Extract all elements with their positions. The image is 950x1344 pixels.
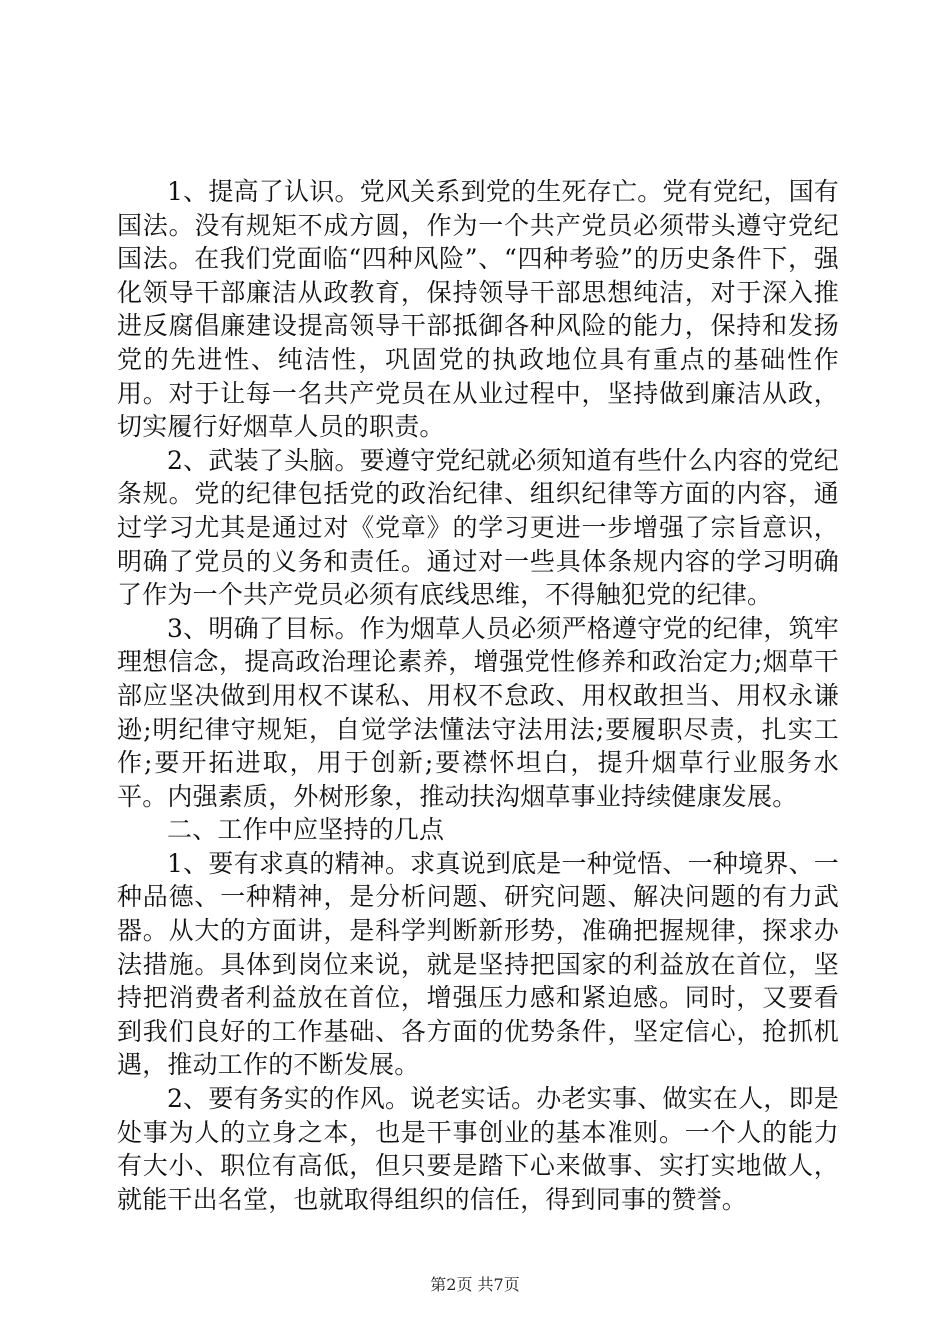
- paragraph-pragmatic-style: 2、要有务实的作风。说老实话。办老实事、做实在人，即是处事为人的立身之本，也是干事创业的基本准则。一个人的能力有大小、职位有高低，但只要是踏下心来做事、实打实地做人，就能干出名堂，也就取得组织的信任，得到同事的赞誉。: [117, 1084, 839, 1214]
- paragraph-clarify-goals: 3、明确了目标。作为烟草人员必须严格遵守党的纪律，筑牢理想信念，提高政治理论素养，增强党性修养和政治定力;烟草干部应坚决做到用权不谋私、用权不怠政、用权敢担当、用权永谦逊;明纪律守规矩，自觉学法懂法守法用法;要履职尽责，扎实工作;要开拓进取，用于创新;要襟怀坦白，提升烟草行业服务水平。内强素质，外树形象，推动扶沟烟草事业持续健康发展。: [117, 613, 839, 811]
- document-body: [117, 175, 839, 1216]
- paragraph-arm-mind: 2、武装了头脑。要遵守党纪就必须知道有些什么内容的党纪条规。党的纪律包括党的政治纪律、组织纪律等方面的内容，通过学习尤其是通过对《党章》的学习更进一步增强了宗旨意识，明确了党员的义务和责任。通过对一些具体条规内容的学习明确了作为一个共产党员必须有底线思维，不得触犯党的纪律。: [117, 445, 839, 610]
- paragraph-truth-seeking-spirit: 1、要有求真的精神。求真说到底是一种觉悟、一种境界、一种品德、一种精神，是分析问题、研究问题、解决问题的有力武器。从大的方面讲，是科学判断新形势，准确把握规律，探求办法措施。具体到岗位来说，就是坚持把国家的利益放在首位，坚持把消费者利益放在首位，增强压力感和紧迫感。同时，又要看到我们良好的工作基础、各方面的优势条件，坚定信心，抢抓机遇，推动工作的不断发展。: [117, 848, 839, 1080]
- page-footer: 第2页 共7页: [430, 1275, 520, 1294]
- section-heading-work-principles: 二、工作中应坚持的几点: [167, 815, 445, 845]
- paragraph-improve-awareness: 1、提高了认识。党风关系到党的生死存亡。党有党纪，国有国法。没有规矩不成方圆，作为一个共产党员必须带头遵守党纪国法。在我们党面临“四种风险”、“四种考验”的历史条件下，强化领导干部廉洁从政教育，保持领导干部思想纯洁，对于深入推进反腐倡廉建设提高领导干部抵御各种风险的能力，保持和发扬党的先进性、纯洁性，巩固党的执政地位具有重点的基础性作用。对于让每一名共产党员在从业过程中，坚持做到廉洁从政，切实履行好烟草人员的职责。: [117, 177, 839, 442]
